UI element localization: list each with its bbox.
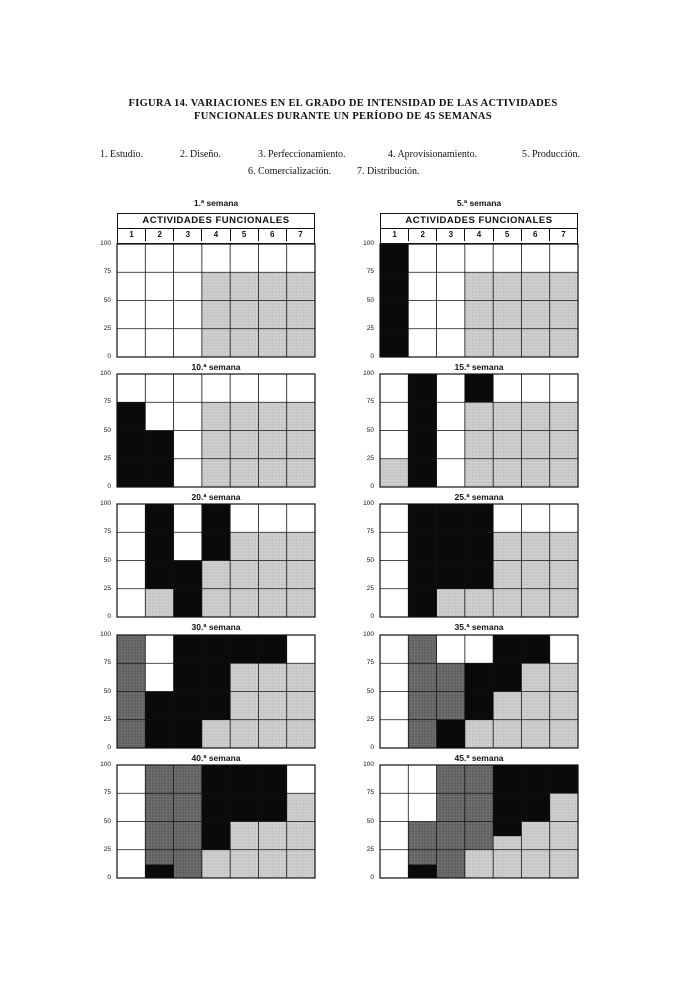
bar-segment-active (550, 765, 578, 793)
activities-header-left (117, 213, 315, 244)
legend-item-7: 7. Distribución. (357, 166, 420, 177)
y-tick-label: 0 (107, 613, 111, 620)
y-tick-label: 0 (107, 874, 111, 881)
panel-plot (116, 503, 316, 618)
panel-title: 40.ª semana (191, 753, 241, 763)
y-tick-label: 25 (103, 845, 111, 853)
bar-segment-light (465, 272, 493, 357)
panel-title: 30.ª semana (191, 622, 241, 632)
bar-segment-light (145, 589, 173, 617)
y-tick-label: 100 (100, 370, 111, 377)
y-tick-label: 100 (363, 240, 374, 247)
bar-segment-active (258, 635, 286, 663)
bar-segment-active (408, 864, 436, 878)
bar-segment-active (202, 765, 230, 850)
legend-item-3: 3. Perfeccionamiento. (258, 149, 346, 160)
figure-title-line-1: FIGURA 14. VARIACIONES EN EL GRADO DE INTENSIDAD DE LAS ACTIVIDADES (128, 98, 558, 109)
bar-segment-light (258, 402, 286, 487)
bar-segment-medium (408, 822, 436, 865)
y-tick-label: 50 (103, 426, 111, 434)
bar-segment-light (493, 532, 521, 617)
bar-segment-light (493, 836, 521, 878)
bar-segment-active (145, 864, 173, 878)
bar-segment-light (521, 272, 549, 357)
activities-header-title: ACTIVIDADES FUNCIONALES (381, 214, 577, 229)
bar-segment-light (465, 720, 493, 748)
y-tick-label: 100 (363, 500, 374, 507)
bar-segment-light (230, 272, 258, 357)
bar-segment-active (202, 635, 230, 720)
figure-title-line-2: FUNCIONALES DURANTE UN PERÍODO DE 45 SEMANAS (194, 111, 492, 122)
column-number: 7 (561, 230, 566, 239)
y-tick-label: 75 (366, 528, 374, 536)
y-tick-label: 100 (363, 761, 374, 768)
bar-segment-light (202, 402, 230, 487)
bar-segment-light (287, 402, 315, 487)
bar-segment-light (550, 793, 578, 878)
bar-segment-active (117, 402, 145, 487)
y-tick-label: 75 (103, 789, 111, 797)
y-tick-label: 100 (100, 631, 111, 638)
y-tick-label: 75 (366, 789, 374, 797)
legend-item-1: 1. Estudio. (100, 149, 144, 160)
panel-plot (116, 764, 316, 879)
column-number: 1 (381, 228, 409, 241)
bar-segment-active (465, 504, 493, 589)
y-tick-label: 100 (100, 240, 111, 247)
column-number: 3 (174, 228, 202, 241)
bar-segment-active (145, 504, 173, 589)
bar-segment-active (521, 635, 549, 663)
y-tick-label: 25 (366, 584, 374, 592)
y-tick-label: 25 (366, 324, 374, 332)
y-tick-label: 0 (107, 744, 111, 751)
panel-title: 5.ª semana (456, 198, 502, 208)
y-tick-label: 25 (103, 324, 111, 332)
column-number: 1 (118, 228, 146, 241)
legend-item-2: 2. Diseño. (180, 149, 221, 160)
bar-segment-light (521, 663, 549, 748)
bar-segment-light (437, 589, 465, 617)
panel-plot (116, 634, 316, 749)
panel-plot (379, 634, 579, 749)
bar-segment-light (202, 850, 230, 878)
panel-title: 45.ª semana (454, 753, 504, 763)
y-tick-label: 50 (366, 426, 374, 434)
bar-segment-light (550, 532, 578, 617)
column-number: 6 (522, 228, 550, 241)
bar-segment-light (521, 532, 549, 617)
panel-title: 15.ª semana (454, 362, 504, 372)
y-tick-label: 25 (366, 715, 374, 723)
column-number: 7 (298, 230, 303, 239)
y-tick-label: 50 (366, 687, 374, 695)
y-tick-label: 0 (370, 353, 374, 360)
y-tick-label: 100 (363, 370, 374, 377)
bar-segment-light (287, 663, 315, 748)
y-tick-label: 25 (103, 454, 111, 462)
column-number: 4 (202, 228, 230, 241)
bar-segment-light (230, 402, 258, 487)
y-tick-label: 100 (363, 631, 374, 638)
y-tick-label: 75 (103, 268, 111, 276)
bar-segment-active (465, 374, 493, 402)
y-tick-label: 100 (100, 500, 111, 507)
y-tick-label: 0 (370, 483, 374, 490)
panel-title: 10.ª semana (191, 362, 241, 372)
bar-segment-light (493, 272, 521, 357)
y-tick-label: 50 (366, 556, 374, 564)
bar-segment-light (202, 720, 230, 748)
y-tick-label: 50 (103, 556, 111, 564)
panel-title: 35.ª semana (454, 622, 504, 632)
column-number: 6 (259, 228, 287, 241)
bar-segment-light (230, 663, 258, 748)
bar-segment-medium (465, 765, 493, 850)
panel-title: 20.ª semana (191, 492, 241, 502)
bar-segment-light (258, 663, 286, 748)
column-number: 4 (465, 228, 493, 241)
panel-plot (379, 503, 579, 618)
bar-segment-light (550, 272, 578, 357)
y-tick-label: 50 (366, 817, 374, 825)
panel-plot (116, 373, 316, 488)
panel-title: 25.ª semana (454, 492, 504, 502)
y-tick-label: 75 (366, 268, 374, 276)
y-tick-label: 0 (370, 744, 374, 751)
bar-segment-light (465, 850, 493, 878)
panel-plot (379, 764, 579, 879)
y-tick-label: 75 (366, 398, 374, 406)
column-number: 5 (231, 228, 259, 241)
y-tick-label: 0 (107, 483, 111, 490)
y-tick-label: 0 (370, 874, 374, 881)
column-number: 2 (409, 228, 437, 241)
bar-segment-light (550, 402, 578, 487)
y-tick-label: 100 (100, 761, 111, 768)
bar-segment-light (287, 272, 315, 357)
bar-segment-light (258, 272, 286, 357)
y-tick-label: 50 (103, 296, 111, 304)
y-tick-label: 75 (103, 659, 111, 667)
bar-segment-light (287, 532, 315, 617)
bar-segment-active (230, 635, 258, 663)
column-number: 2 (146, 228, 174, 241)
bar-segment-active (437, 504, 465, 589)
bar-segment-light (287, 793, 315, 878)
bar-segment-active (493, 765, 521, 836)
activities-header-right (380, 213, 578, 244)
y-tick-label: 0 (107, 353, 111, 360)
y-tick-label: 75 (103, 398, 111, 406)
y-tick-label: 50 (103, 687, 111, 695)
bar-segment-light (230, 532, 258, 617)
y-tick-label: 25 (103, 584, 111, 592)
y-tick-label: 75 (103, 528, 111, 536)
y-tick-label: 25 (103, 715, 111, 723)
panel-title: 1.ª semana (193, 198, 239, 208)
legend-item-6: 6. Comercialización. (248, 166, 332, 177)
panel-plot (379, 243, 579, 358)
panel-plot (116, 243, 316, 358)
y-tick-label: 50 (103, 817, 111, 825)
bar-segment-light (550, 663, 578, 748)
y-tick-label: 50 (366, 296, 374, 304)
bar-segment-light (465, 402, 493, 487)
column-number: 3 (437, 228, 465, 241)
activities-header-title: ACTIVIDADES FUNCIONALES (118, 214, 314, 229)
bar-segment-light (380, 459, 408, 487)
bar-segment-light (258, 532, 286, 617)
y-tick-label: 0 (370, 613, 374, 620)
bar-segment-light (493, 402, 521, 487)
bar-segment-light (521, 402, 549, 487)
column-number: 5 (494, 228, 522, 241)
y-tick-label: 25 (366, 845, 374, 853)
bar-segment-active (437, 720, 465, 748)
bar-segment-light (465, 589, 493, 617)
legend-item-4: 4. Aprovisionamiento. (388, 149, 478, 160)
y-tick-label: 75 (366, 659, 374, 667)
y-tick-label: 25 (366, 454, 374, 462)
bar-segment-light (202, 272, 230, 357)
legend-item-5: 5. Producción. (522, 149, 581, 160)
panel-plot (379, 373, 579, 488)
